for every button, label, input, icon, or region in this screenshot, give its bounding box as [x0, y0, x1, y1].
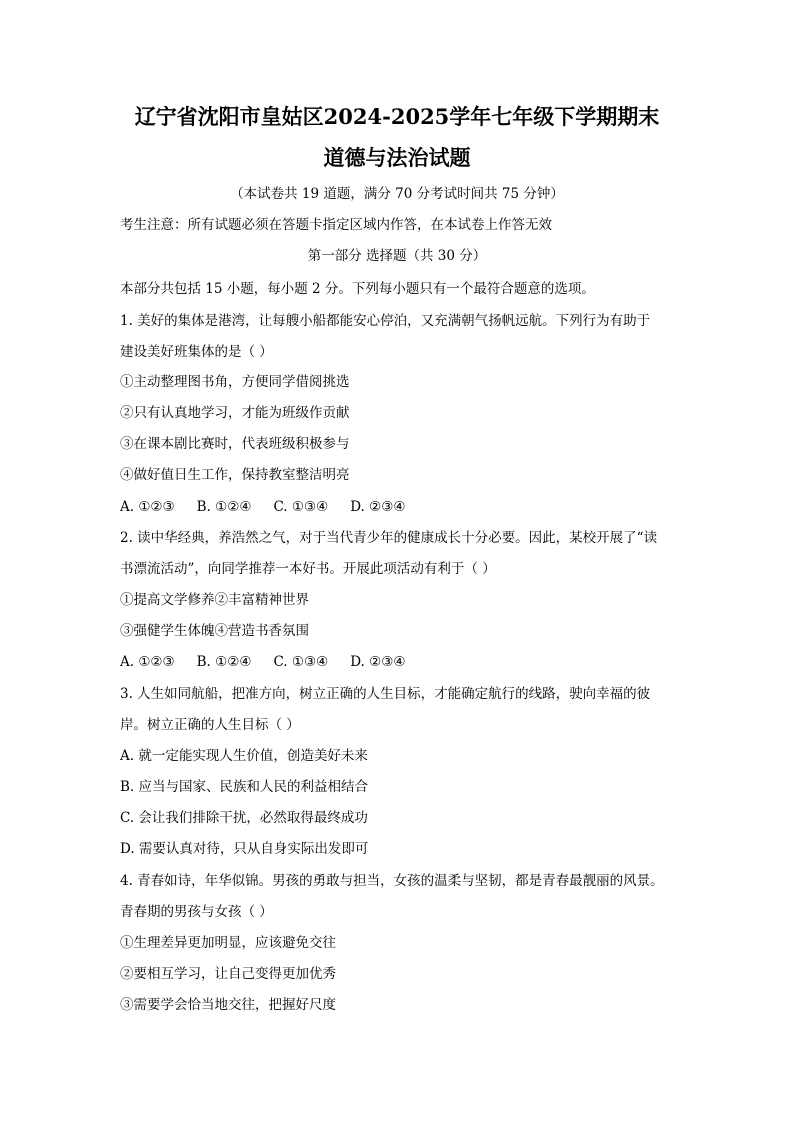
question-3-option-d: D. 需要认真对待，只从自身实际出发即可 — [120, 841, 369, 857]
question-2-choices — [120, 652, 405, 672]
question-1-stem-cont: 建设美好班集体的是（ ） — [120, 344, 273, 360]
question-1-item: ③在课本剧比赛时，代表班级积极参与 — [120, 436, 350, 452]
exam-info: （本试卷共 19 道题，满分 70 分考试时间共 75 分钟） — [230, 186, 564, 202]
question-3-stem: 3. 人生如同航船，把准方向，树立正确的人生目标，才能确定航行的线路，驶向幸福的彼 — [120, 686, 651, 702]
exam-notice: 考生注意：所有试题必须在答题卡指定区域内作答，在本试卷上作答无效 — [120, 217, 552, 233]
question-4-stem: 4. 青春如诗，年华似锦。男孩的勇敢与担当，女孩的温柔与坚韧，都是青春最靓丽的风景。 — [120, 873, 664, 889]
question-4-stem-cont: 青春期的男孩与女孩（ ） — [120, 904, 273, 920]
question-4-item: ③需要学会恰当地交往，把握好尺度 — [120, 997, 336, 1013]
choice-d: D. ②③④ — [350, 499, 406, 515]
question-1-item: ②只有认真地学习，才能为班级作贡献 — [120, 405, 350, 421]
choice-d: D. ②③④ — [350, 654, 406, 670]
choice-c: C. ①③④ — [273, 654, 329, 670]
choice-b: B. ①②④ — [196, 654, 252, 670]
choice-b: B. ①②④ — [196, 499, 252, 515]
question-2-stem-cont: 书漂流活动”，向同学推荐一本好书。开展此项活动有利于（ ） — [120, 561, 496, 577]
choice-c: C. ①③④ — [273, 499, 329, 515]
question-3-stem-cont: 岸。树立正确的人生目标（ ） — [120, 717, 300, 733]
question-1-choices — [120, 497, 405, 517]
section-instruction: 本部分共包括 15 小题，每小题 2 分。下列每小题只有一个最符合题意的选项。 — [120, 281, 595, 297]
question-3-option-b: B. 应当与国家、民族和人民的利益相结合 — [120, 779, 369, 795]
question-2-item: ①提高文学修养②丰富精神世界 — [120, 592, 309, 608]
question-4-item: ②要相互学习，让自己变得更加优秀 — [120, 966, 336, 982]
question-1-item: ④做好值日生工作，保持教室整洁明亮 — [120, 467, 350, 483]
exam-title: 辽宁省沈阳市皇姑区2024-2025学年七年级下学期期末 — [134, 104, 660, 129]
section-heading: 第一部分 选择题（共 30 分） — [307, 248, 487, 264]
question-1-item: ①主动整理图书角，方便同学借阅挑选 — [120, 374, 350, 390]
question-3-option-a: A. 就一定能实现人生价值，创造美好未来 — [120, 748, 368, 764]
question-4-item: ①生理差异更加明显，应该避免交往 — [120, 935, 336, 951]
question-1-stem: 1. 美好的集体是港湾，让每艘小船都能安心停泊，又充满朝气扬帆远航。下列行为有助于 — [120, 313, 651, 329]
question-2-stem: 2. 读中华经典，养浩然之气，对于当代青少年的健康成长十分必要。因此，某校开展了“读 — [120, 530, 658, 546]
choice-a: A. ①②③ — [120, 654, 175, 670]
choice-a: A. ①②③ — [120, 499, 175, 515]
question-3-option-c: C. 会让我们排除干扰，必然取得最终成功 — [120, 810, 368, 826]
exam-subject-title: 道德与法治试题 — [323, 145, 471, 170]
question-2-item: ③强健学生体魄④营造书香氛围 — [120, 623, 309, 639]
